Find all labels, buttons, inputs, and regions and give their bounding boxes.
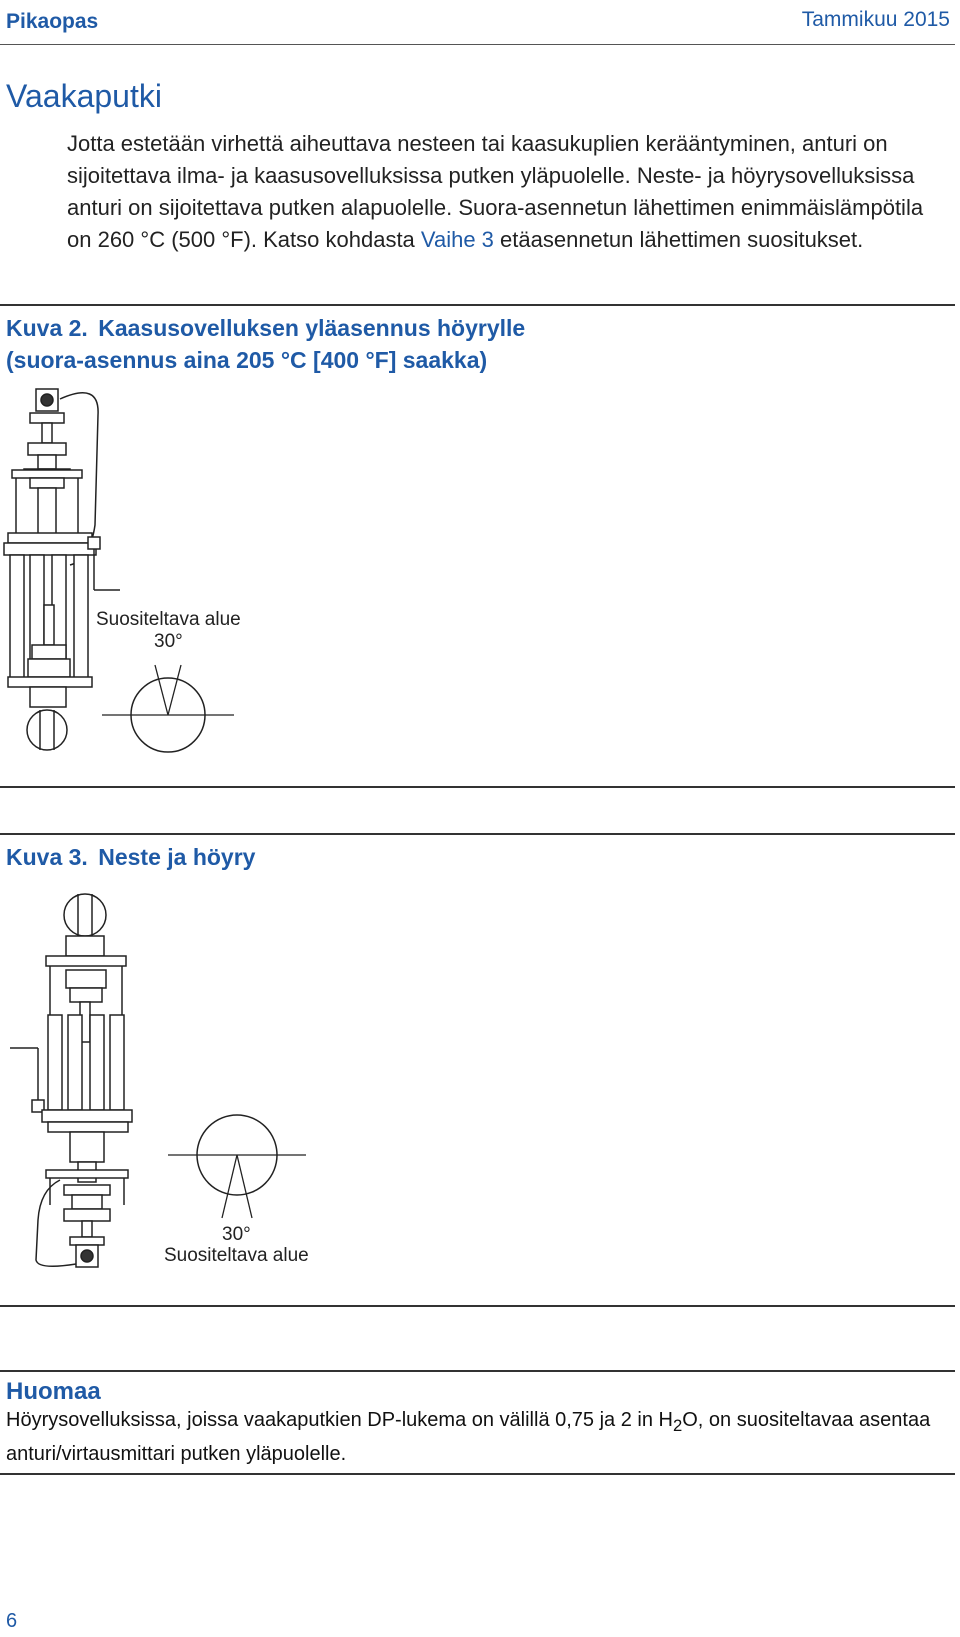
pipe-section-icon bbox=[27, 710, 67, 750]
note-top-rule bbox=[0, 1370, 955, 1372]
figure3-number: Kuva 3. bbox=[6, 844, 88, 870]
figure3-top-rule bbox=[0, 833, 955, 835]
transmitter-head-icon bbox=[70, 1237, 104, 1267]
note-text-part2: O, on suositeltavaa asentaa anturi/virtausmittari putken yläpuolelle. bbox=[6, 1409, 931, 1465]
recommended-zone-diagram bbox=[168, 1115, 306, 1218]
crank-handle-icon bbox=[88, 537, 120, 590]
header-doc-type: Pikaopas bbox=[6, 10, 99, 33]
page-number: 6 bbox=[6, 1610, 18, 1632]
figure2-zone-label: Suositeltava alue bbox=[96, 609, 241, 630]
figure3-caption-text: Neste ja höyry bbox=[98, 844, 256, 870]
figure2-top-rule bbox=[0, 304, 955, 306]
figure2-caption-line2: (suora-asennus aina 205 °C [400 °F] saakka) bbox=[6, 347, 488, 373]
figure2-caption bbox=[6, 312, 525, 376]
figure2-number: Kuva 2. bbox=[6, 315, 88, 341]
note-bottom-rule bbox=[0, 1473, 955, 1475]
header-rule bbox=[0, 44, 955, 45]
figure2-bottom-rule bbox=[0, 786, 955, 788]
note-title: Huomaa bbox=[6, 1378, 101, 1405]
figure3-bottom-rule bbox=[0, 1305, 955, 1307]
header-date: Tammikuu 2015 bbox=[801, 8, 950, 31]
step3-link[interactable]: Vaihe 3 bbox=[420, 227, 494, 252]
recommended-zone-diagram bbox=[102, 665, 234, 752]
figure3-zone-label: Suositeltava alue bbox=[164, 1245, 309, 1266]
note-text-part1: Höyrysovelluksissa, joissa vaakaputkien DP-lukema on välillä 0,75 ja 2 in H bbox=[6, 1409, 673, 1431]
figure2-caption-line1: Kaasusovelluksen yläasennus höyrylle bbox=[98, 315, 526, 341]
intro-paragraph bbox=[67, 128, 947, 256]
pipe-section-icon bbox=[64, 894, 106, 936]
figure3-drawing bbox=[0, 890, 340, 1280]
figure2-drawing bbox=[0, 385, 320, 765]
figure3-caption bbox=[6, 841, 255, 873]
figure3-angle-label: 30° bbox=[222, 1224, 251, 1245]
intro-text-after-link: etäasennetun lähettimen suositukset. bbox=[500, 227, 864, 252]
transmitter-head-icon bbox=[30, 389, 64, 423]
figure2-angle-label: 30° bbox=[154, 631, 183, 652]
note-text bbox=[6, 1406, 951, 1468]
intro-text-before-link: Jotta estetään virhettä aiheuttava nesteen tai kaasukuplien kerääntyminen, anturi on sijoitettava ilma- ja kaasusovelluksissa putken yläpuolelle. Neste- ja höyrysovelluksissa anturi on sijoitettava putken alapuolelle. Suora-asennetun lähettimen enimmäislämpötila on 260 °C (500 °F). Katso kohdasta bbox=[67, 131, 924, 252]
crank-handle-icon bbox=[10, 1048, 44, 1112]
note-subscript: 2 bbox=[672, 1416, 683, 1435]
section-title: Vaakaputki bbox=[6, 78, 162, 114]
